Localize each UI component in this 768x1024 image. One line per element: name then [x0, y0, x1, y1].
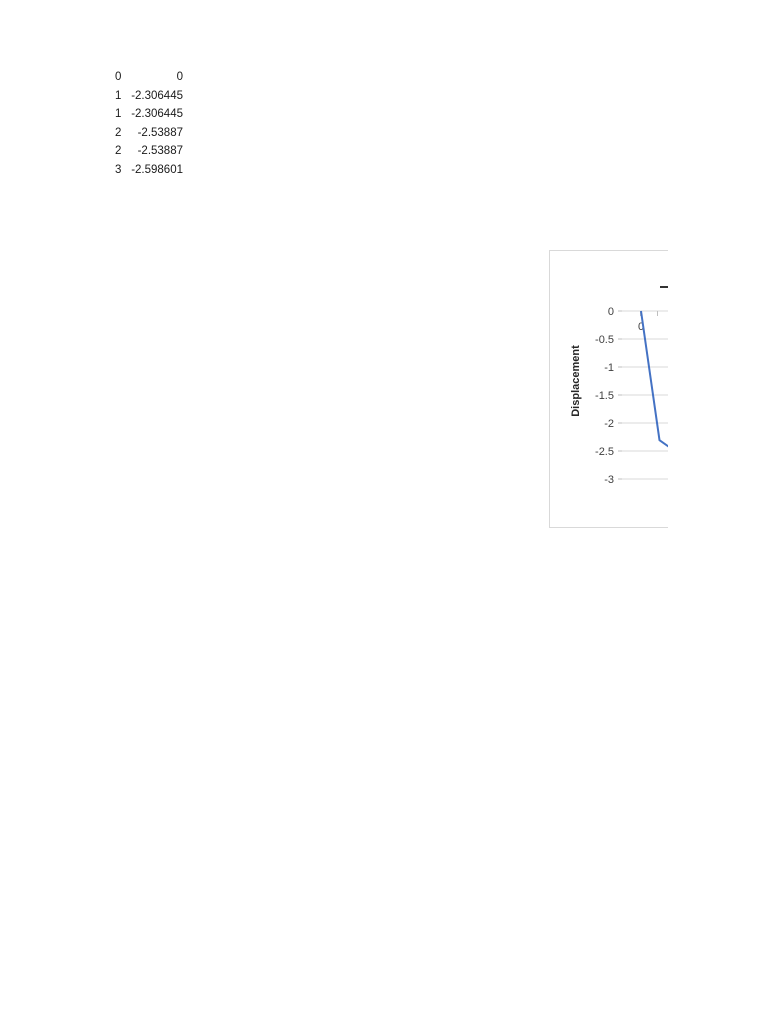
table-row	[110, 124, 183, 143]
y-tick-label: -3	[604, 474, 614, 486]
y-tick-label: -0.5	[595, 334, 614, 346]
data-table-body	[110, 68, 183, 179]
chart-svg	[550, 251, 668, 527]
x-value-cell[interactable]: 2	[115, 126, 122, 139]
y-tick-label: -2	[604, 418, 614, 430]
y-tick-label: -2.5	[595, 446, 614, 458]
y-axis-title: Displacement	[570, 345, 582, 417]
y-value-cell[interactable]: 0	[176, 71, 183, 83]
y-value-cell[interactable]: -2.53887	[137, 126, 183, 139]
y-value-cell[interactable]: -2.306445	[131, 108, 183, 120]
y-value-cell[interactable]: -2.306445	[131, 89, 183, 102]
x-value-cell[interactable]: 3	[115, 163, 122, 176]
x-value-cell[interactable]: 0	[115, 71, 122, 83]
x-value-cell[interactable]: 2	[115, 145, 122, 157]
y-tick-label: -1	[604, 362, 614, 374]
table-row	[110, 142, 183, 161]
x-value-cell[interactable]: 1	[115, 89, 122, 102]
y-tick-label: 0	[607, 306, 614, 318]
y-value-cell[interactable]: -2.53887	[137, 145, 183, 157]
series-lines	[641, 311, 668, 457]
y-value-cell[interactable]: -2.598601	[131, 163, 183, 176]
table-row	[110, 105, 183, 124]
table-row	[110, 87, 183, 106]
chart-area[interactable]	[549, 250, 668, 528]
gridlines	[618, 311, 668, 479]
series-line	[641, 311, 668, 457]
x-tick-label: 0	[637, 321, 645, 333]
table-row	[110, 68, 183, 87]
data-table	[110, 68, 183, 179]
y-axis-tick-labels	[595, 306, 614, 486]
chart-viewport	[549, 250, 668, 528]
x-value-cell[interactable]: 1	[115, 108, 122, 120]
y-tick-label: -1.5	[595, 390, 614, 402]
table-row	[110, 161, 183, 180]
